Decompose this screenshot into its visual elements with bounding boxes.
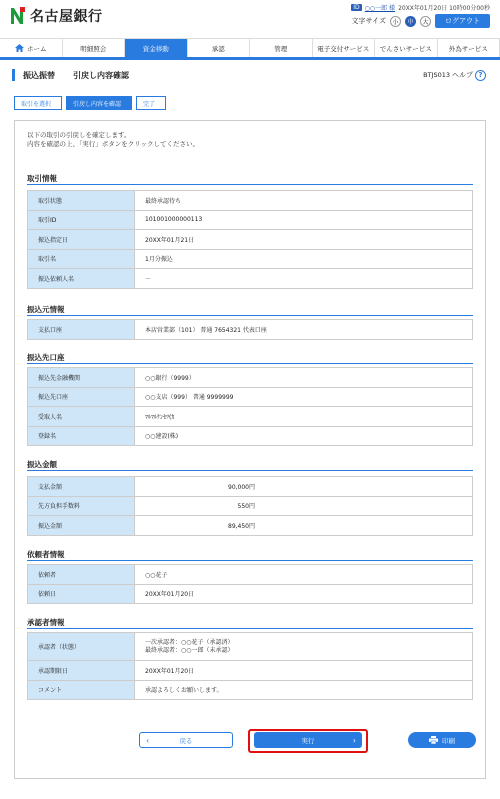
nav-label: 承認 [211,44,225,53]
row-label: 支払口座 [28,320,135,340]
row-value [135,516,473,536]
nav-item-e-delivery[interactable] [313,39,376,57]
section-divider [27,184,473,185]
nav-item-home[interactable] [0,39,63,57]
home-icon [15,44,24,52]
amount-value: 90,000円 [228,483,255,491]
destination-table [27,367,473,446]
row-value [135,633,473,661]
table-row [28,269,473,289]
nav-item-management[interactable] [250,39,313,57]
transaction-table [27,190,473,289]
approver-table [27,632,473,700]
font-size-control [352,14,490,28]
font-size-medium-button[interactable]: 中 [405,16,416,27]
step-select: 取引を選択 [14,96,62,110]
user-info [351,3,490,12]
table-row [28,516,473,536]
nav-label: 外為サービス [448,44,488,53]
row-value: 1月分振込 [135,249,473,269]
table-row [28,680,473,700]
table-row [28,496,473,516]
font-size-label: 文字サイズ [351,17,386,25]
printer-icon [429,736,438,744]
nav-label: 資金移動 [142,44,169,53]
back-button[interactable] [139,732,233,748]
row-label: 支払金額 [28,477,135,497]
nav-item-densai[interactable] [375,39,438,57]
row-value: ○○花子 [135,565,473,585]
approver-line: 最終承認者：○○一郎（未承認） [145,646,234,654]
nav-item-statement[interactable] [63,39,126,57]
nav-label: でんさいサービス [379,44,432,53]
nav-label: 管理 [274,44,288,53]
nav-label: ホーム [27,44,47,53]
row-value: 本店営業部（101） 普通 7654321 代表口座 [135,320,473,340]
main-content [14,120,486,779]
nav-item-transfer[interactable] [125,39,188,57]
help-label: ヘルプ [452,71,473,79]
row-value: 20XX年01月21日 [135,230,473,250]
execute-label: 実行 [301,736,315,745]
table-row [28,230,473,250]
user-badge: ID [353,4,360,11]
requester-table [27,564,473,604]
row-label: 振込依頼人名 [28,269,135,289]
nav-label: 電子交付サービス [317,44,370,53]
row-value [135,477,473,497]
row-label: 取引状態 [28,191,135,211]
table-row [28,368,473,388]
row-value: ○○支店（999） 普通 9999999 [135,387,473,407]
table-row [28,387,473,407]
step-complete: 完了 [136,96,166,110]
step-confirm: 引戻し内容を確認 [66,96,132,110]
row-label: 振込先口座 [28,387,135,407]
table-row [28,407,473,427]
row-value [135,496,473,516]
row-label: 振込指定日 [28,230,135,250]
nav-label: 明細照会 [80,44,107,53]
main-nav [0,38,500,60]
row-label: 取引名 [28,249,135,269]
logout-button[interactable]: ログアウト [435,14,490,28]
chevron-right-icon: › [352,735,356,745]
row-value: 20XX年01月20日 [135,661,473,681]
screen-code: BTJS013 [423,71,450,79]
amount-value: 89,450円 [228,522,255,530]
table-row [28,477,473,497]
row-label: 受取人名 [28,407,135,427]
row-value: ○○銀行（9999） [135,368,473,388]
table-row [28,191,473,211]
section-title-source: 振込元情報 [27,305,65,314]
table-row [28,661,473,681]
amount-value: 550円 [237,503,255,511]
last-login: 20XX年01月20日 10時00分00秒 [398,5,490,12]
page-title-bar [12,66,490,84]
page-subtitle: 引戻し内容確認 [73,70,129,80]
section-title-transaction: 取引情報 [27,174,57,183]
logo [10,6,103,26]
header [0,0,500,38]
table-row [28,320,473,340]
section-divider [27,315,473,316]
help-link[interactable] [452,70,486,81]
section-title-approver: 承認者情報 [27,618,65,627]
source-table [27,319,473,340]
bank-name: 名古屋銀行 [30,9,103,25]
section-divider [27,628,473,629]
row-label: 依頼日 [28,584,135,604]
section-title-destination: 振込先口座 [27,353,65,362]
row-label: 取引ID [28,210,135,230]
chevron-left-icon: ‹ [146,735,150,745]
row-value: ﾏﾙﾏﾙｹﾝｾﾂ(ｶ [135,407,473,427]
page-title: 振込振替 [23,70,55,80]
row-label: 承認期限日 [28,661,135,681]
step-indicator [14,96,170,110]
action-buttons [15,732,487,752]
table-row [28,584,473,604]
intro-line: 内容を確認の上、「実行」ボタンをクリックしてください。 [27,140,199,148]
section-title-amount: 振込金額 [27,460,57,469]
print-label: 印刷 [442,736,455,745]
table-row [28,565,473,585]
row-value: 101001000000113 [135,210,473,230]
title-accent [12,69,15,81]
table-row [28,210,473,230]
user-name-link[interactable]: ○○一郎 様 [364,5,396,12]
amount-table [27,476,473,536]
table-row [28,426,473,446]
nav-item-forex[interactable] [438,39,500,57]
row-label: 振込先金融機関 [28,368,135,388]
row-label: 承認者（状態） [28,633,135,661]
intro-line: 以下の取引の引戻しを確定します。 [27,131,131,139]
section-divider [27,470,473,471]
section-divider [27,560,473,561]
intro-text [27,131,199,149]
font-size-large-button[interactable]: 大 [420,16,431,27]
row-label: 振込金額 [28,516,135,536]
help-icon: ? [475,70,486,81]
row-value: － [135,269,473,289]
section-title-requester: 依頼者情報 [27,550,65,559]
row-label: 依頼者 [28,565,135,585]
bank-logo-icon [10,6,26,26]
nav-item-approval[interactable] [188,39,251,57]
row-value: 承認よろしくお願いします。 [135,680,473,700]
table-row [28,633,473,661]
execute-button[interactable] [254,732,362,748]
approver-line: 一次承認者：○○花子（承認済） [145,638,234,646]
row-label: 登録名 [28,426,135,446]
font-size-small-button[interactable]: 小 [390,16,401,27]
back-label: 戻る [179,736,193,745]
section-divider [27,363,473,364]
row-value: 20XX年01月20日 [135,584,473,604]
row-value: ○○建設(株) [135,426,473,446]
print-button[interactable] [408,732,476,748]
table-row [28,249,473,269]
row-label: コメント [28,680,135,700]
row-value: 最終承認待ち [135,191,473,211]
row-label: 先方負担手数料 [28,496,135,516]
